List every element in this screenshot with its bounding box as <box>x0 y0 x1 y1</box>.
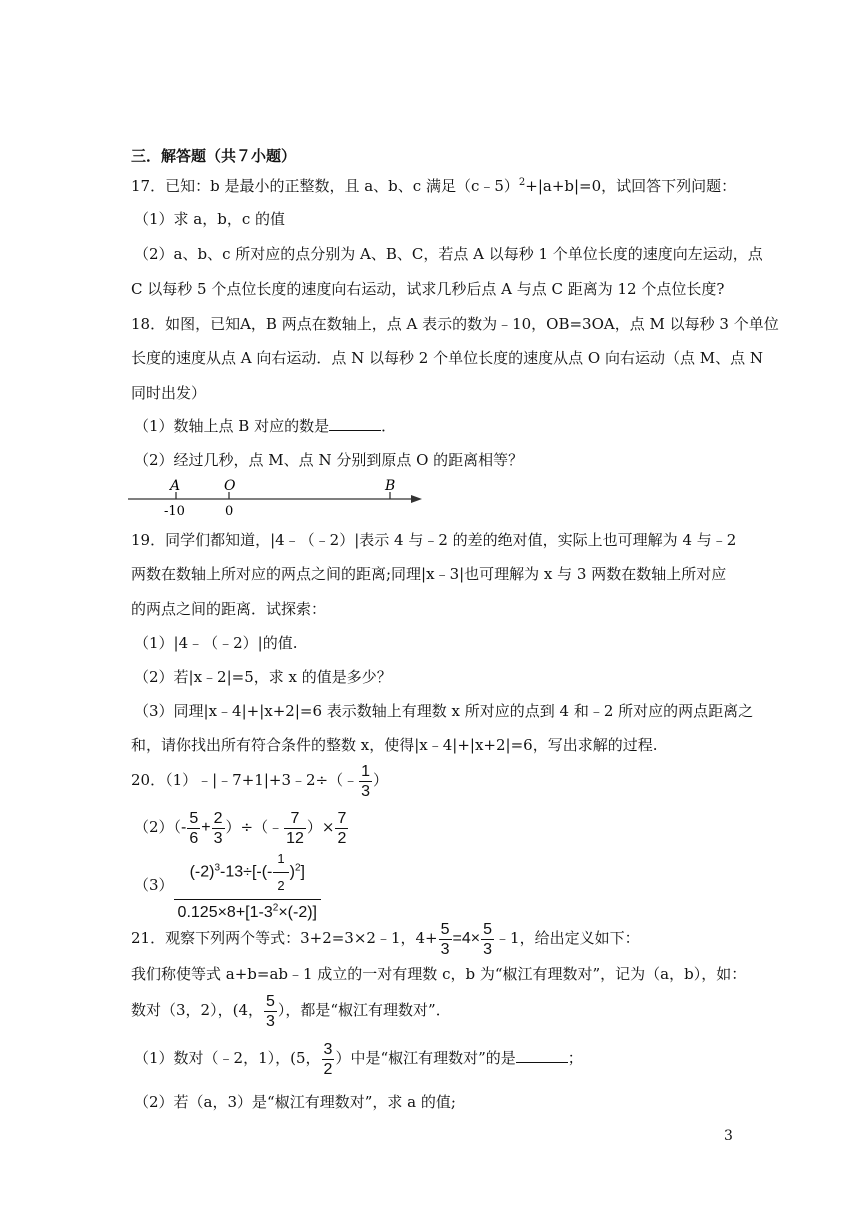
q21-p1-b: ）中是“椒江有理数对”的是 <box>335 1049 516 1067</box>
frac-numerator: 1 <box>277 851 285 866</box>
q19-part3-line1: （3）同理|x﹣4|+|x+2|=6 表示数轴上有理数 x 所对应的点到 4 和﹣2 所对应的两点距离之 <box>134 702 754 720</box>
frac-denominator: 3 <box>213 829 223 847</box>
q20-p1-prefix: 20．（1）﹣|﹣7+1|+3﹣2÷（﹣ <box>131 771 359 789</box>
frac-denominator: 2 <box>337 829 347 847</box>
q19-part3-line2: 和，请你找出所有符合条件的整数 x，使得|x﹣4|+|x+2|=6，写出求解的过程. <box>131 736 658 754</box>
q17-stem-b: +|a+b|=0，试回答下列问题： <box>525 177 737 195</box>
tick-label-0: 0 <box>225 504 234 518</box>
fraction-two-thirds <box>212 810 225 847</box>
num-part-d: ] <box>300 863 305 881</box>
frac-numerator: 7 <box>337 809 347 827</box>
frac-denominator: 3 <box>483 940 493 958</box>
q18-line1: 18．如图，已知A，B 两点在数轴上，点 A 表示的数为﹣10，OB=3OA，点 M 以每秒 3 个单位 <box>131 315 779 333</box>
frac-numerator: 3 <box>323 1040 333 1058</box>
q20-p3-prefix: （3） <box>134 876 174 894</box>
q17-stem-a: 17．已知：b 是最小的正整数，且 a、b、c 满足（c﹣5） <box>131 177 519 195</box>
den-exp: 2 <box>272 902 279 914</box>
q21-line1 <box>131 918 640 959</box>
frac-denominator: 6 <box>189 829 199 847</box>
frac-numerator: 1 <box>361 762 371 780</box>
num-part-c: ) <box>289 863 295 881</box>
q17-exponent: 2 <box>518 177 526 188</box>
q21-line2: 我们称使等式 a+b=ab﹣1 成立的一对有理数 c，b 为“椒江有理数对”，记为（a，b），如： <box>131 965 747 983</box>
num-part-a: (-2) <box>189 863 215 881</box>
complex-numerator <box>186 848 309 899</box>
answer-blank <box>516 1048 568 1063</box>
q17-part2-line1: （2）a、b、c 所对应的点分别为 A、B、C，若点 A 以每秒 1 个单位长度的速度向左运动，点 <box>134 245 763 263</box>
frac-denominator: 3 <box>265 1012 275 1030</box>
fraction-five-thirds <box>481 921 494 958</box>
q21-l3-b: ），都是“椒江有理数对”． <box>277 1001 451 1019</box>
minus-sign: - <box>181 819 187 836</box>
fraction-three-halves <box>322 1041 335 1078</box>
q20-p2-prefix: （2）（ <box>134 818 182 836</box>
q21-part2: （2）若（a，3）是“椒江有理数对”，求 a 的值; <box>134 1093 456 1111</box>
page-number: 3 <box>724 1128 733 1144</box>
num-exp2: 2 <box>294 862 301 874</box>
arrow-head-icon <box>411 495 422 503</box>
tick-label-minus10: -10 <box>164 504 185 518</box>
q20-part2 <box>134 807 349 848</box>
frac-numerator: 5 <box>189 809 199 827</box>
plus-sign: + <box>201 819 211 836</box>
frac-denominator: 3 <box>440 940 450 958</box>
q21-part1 <box>134 1038 583 1078</box>
q21-l1-b: ﹣1，给出定义如下： <box>495 929 640 947</box>
frac-numerator: 5 <box>483 920 493 938</box>
q20-p2-mid: ）÷（﹣ <box>225 818 284 836</box>
q18-line2: 长度的速度从点 A 向右运动．点 N 以每秒 2 个单位长度的速度从点 O 向右运动（点 M、点 N <box>131 349 763 367</box>
q18-line3: 同时出发） <box>131 384 207 402</box>
label-a: A <box>170 478 181 494</box>
q19-part2: （2）若|x﹣2|=5，求 x 的值是多少？ <box>134 668 392 686</box>
label-b: B <box>385 478 396 494</box>
fraction-five-thirds <box>264 993 277 1030</box>
q18-part2: （2）经过几秒，点 M、点 N 分别到原点 O 的距离相等？ <box>134 451 524 469</box>
q19-line2: 两数在数轴上所对应的两点之间的距离;同理|x﹣3|也可理解为 x 与 3 两数在数轴上所对应 <box>131 565 727 583</box>
q17-part2-line2: C 以每秒 5 个点位长度的速度向右运动，试求几秒后点 A 与点 C 距离为 12 个点位长度? <box>131 280 725 298</box>
frac-numerator: 7 <box>290 809 300 827</box>
frac-denominator: 2 <box>273 872 288 897</box>
q21-l1-mid: =4× <box>452 930 481 947</box>
label-o: O <box>224 478 236 494</box>
frac-numerator: 5 <box>440 920 450 938</box>
number-line-figure <box>128 474 428 518</box>
den-part-a: 0.125×8+[1-3 <box>177 904 273 921</box>
frac-denominator: 3 <box>361 782 371 800</box>
q17-stem <box>131 176 736 196</box>
q20-part3 <box>134 848 321 924</box>
q18-part1 <box>134 416 396 436</box>
complex-fraction <box>174 848 321 924</box>
fraction-seven-twelfths <box>284 810 306 847</box>
fraction-five-thirds <box>439 921 452 958</box>
q18-part1-end: ． <box>381 417 397 435</box>
frac-denominator: 12 <box>286 829 304 847</box>
answer-blank <box>329 416 381 431</box>
section-title: 三．解答题（共７小题） <box>131 147 297 165</box>
q20-p2-times: ）× <box>306 818 335 836</box>
fraction-one-half <box>273 848 288 897</box>
fraction-five-sixths <box>187 810 200 847</box>
q21-p1-end: ； <box>567 1049 583 1067</box>
q19-line3: 的两点之间的距离．试探索： <box>131 600 327 618</box>
frac-numerator: 2 <box>213 809 223 827</box>
den-part-b: ×(-2)] <box>278 904 317 921</box>
q20-p1-suffix: ） <box>373 771 389 789</box>
fraction-one-third <box>359 763 372 800</box>
num-exp: 3 <box>214 862 221 874</box>
q21-p1-a: （1）数对（﹣2，1），(5， <box>134 1049 321 1067</box>
q17-part1: （1）求 a，b，c 的值 <box>134 210 286 228</box>
q18-part1-text: （1）数轴上点 B 对应的数是 <box>134 417 330 435</box>
frac-numerator: 5 <box>265 992 275 1010</box>
q19-line1: 19．同学们都知道，|4﹣（﹣2）|表示 4 与﹣2 的差的绝对值，实际上也可理解为 4 与﹣2 <box>131 531 737 549</box>
q20-part1 <box>131 760 388 800</box>
num-part-b: -13÷[-(- <box>220 863 273 881</box>
fraction-seven-halves <box>335 810 348 847</box>
frac-denominator: 2 <box>323 1060 333 1078</box>
q21-line3 <box>131 990 451 1030</box>
q21-l1-a: 21．观察下列两个等式：3+2=3×2﹣1，4+ <box>131 929 438 947</box>
q19-part1: （1）|4﹣（﹣2）|的值. <box>134 634 298 652</box>
q21-l3-a: 数对（3，2），(4， <box>131 1001 263 1019</box>
